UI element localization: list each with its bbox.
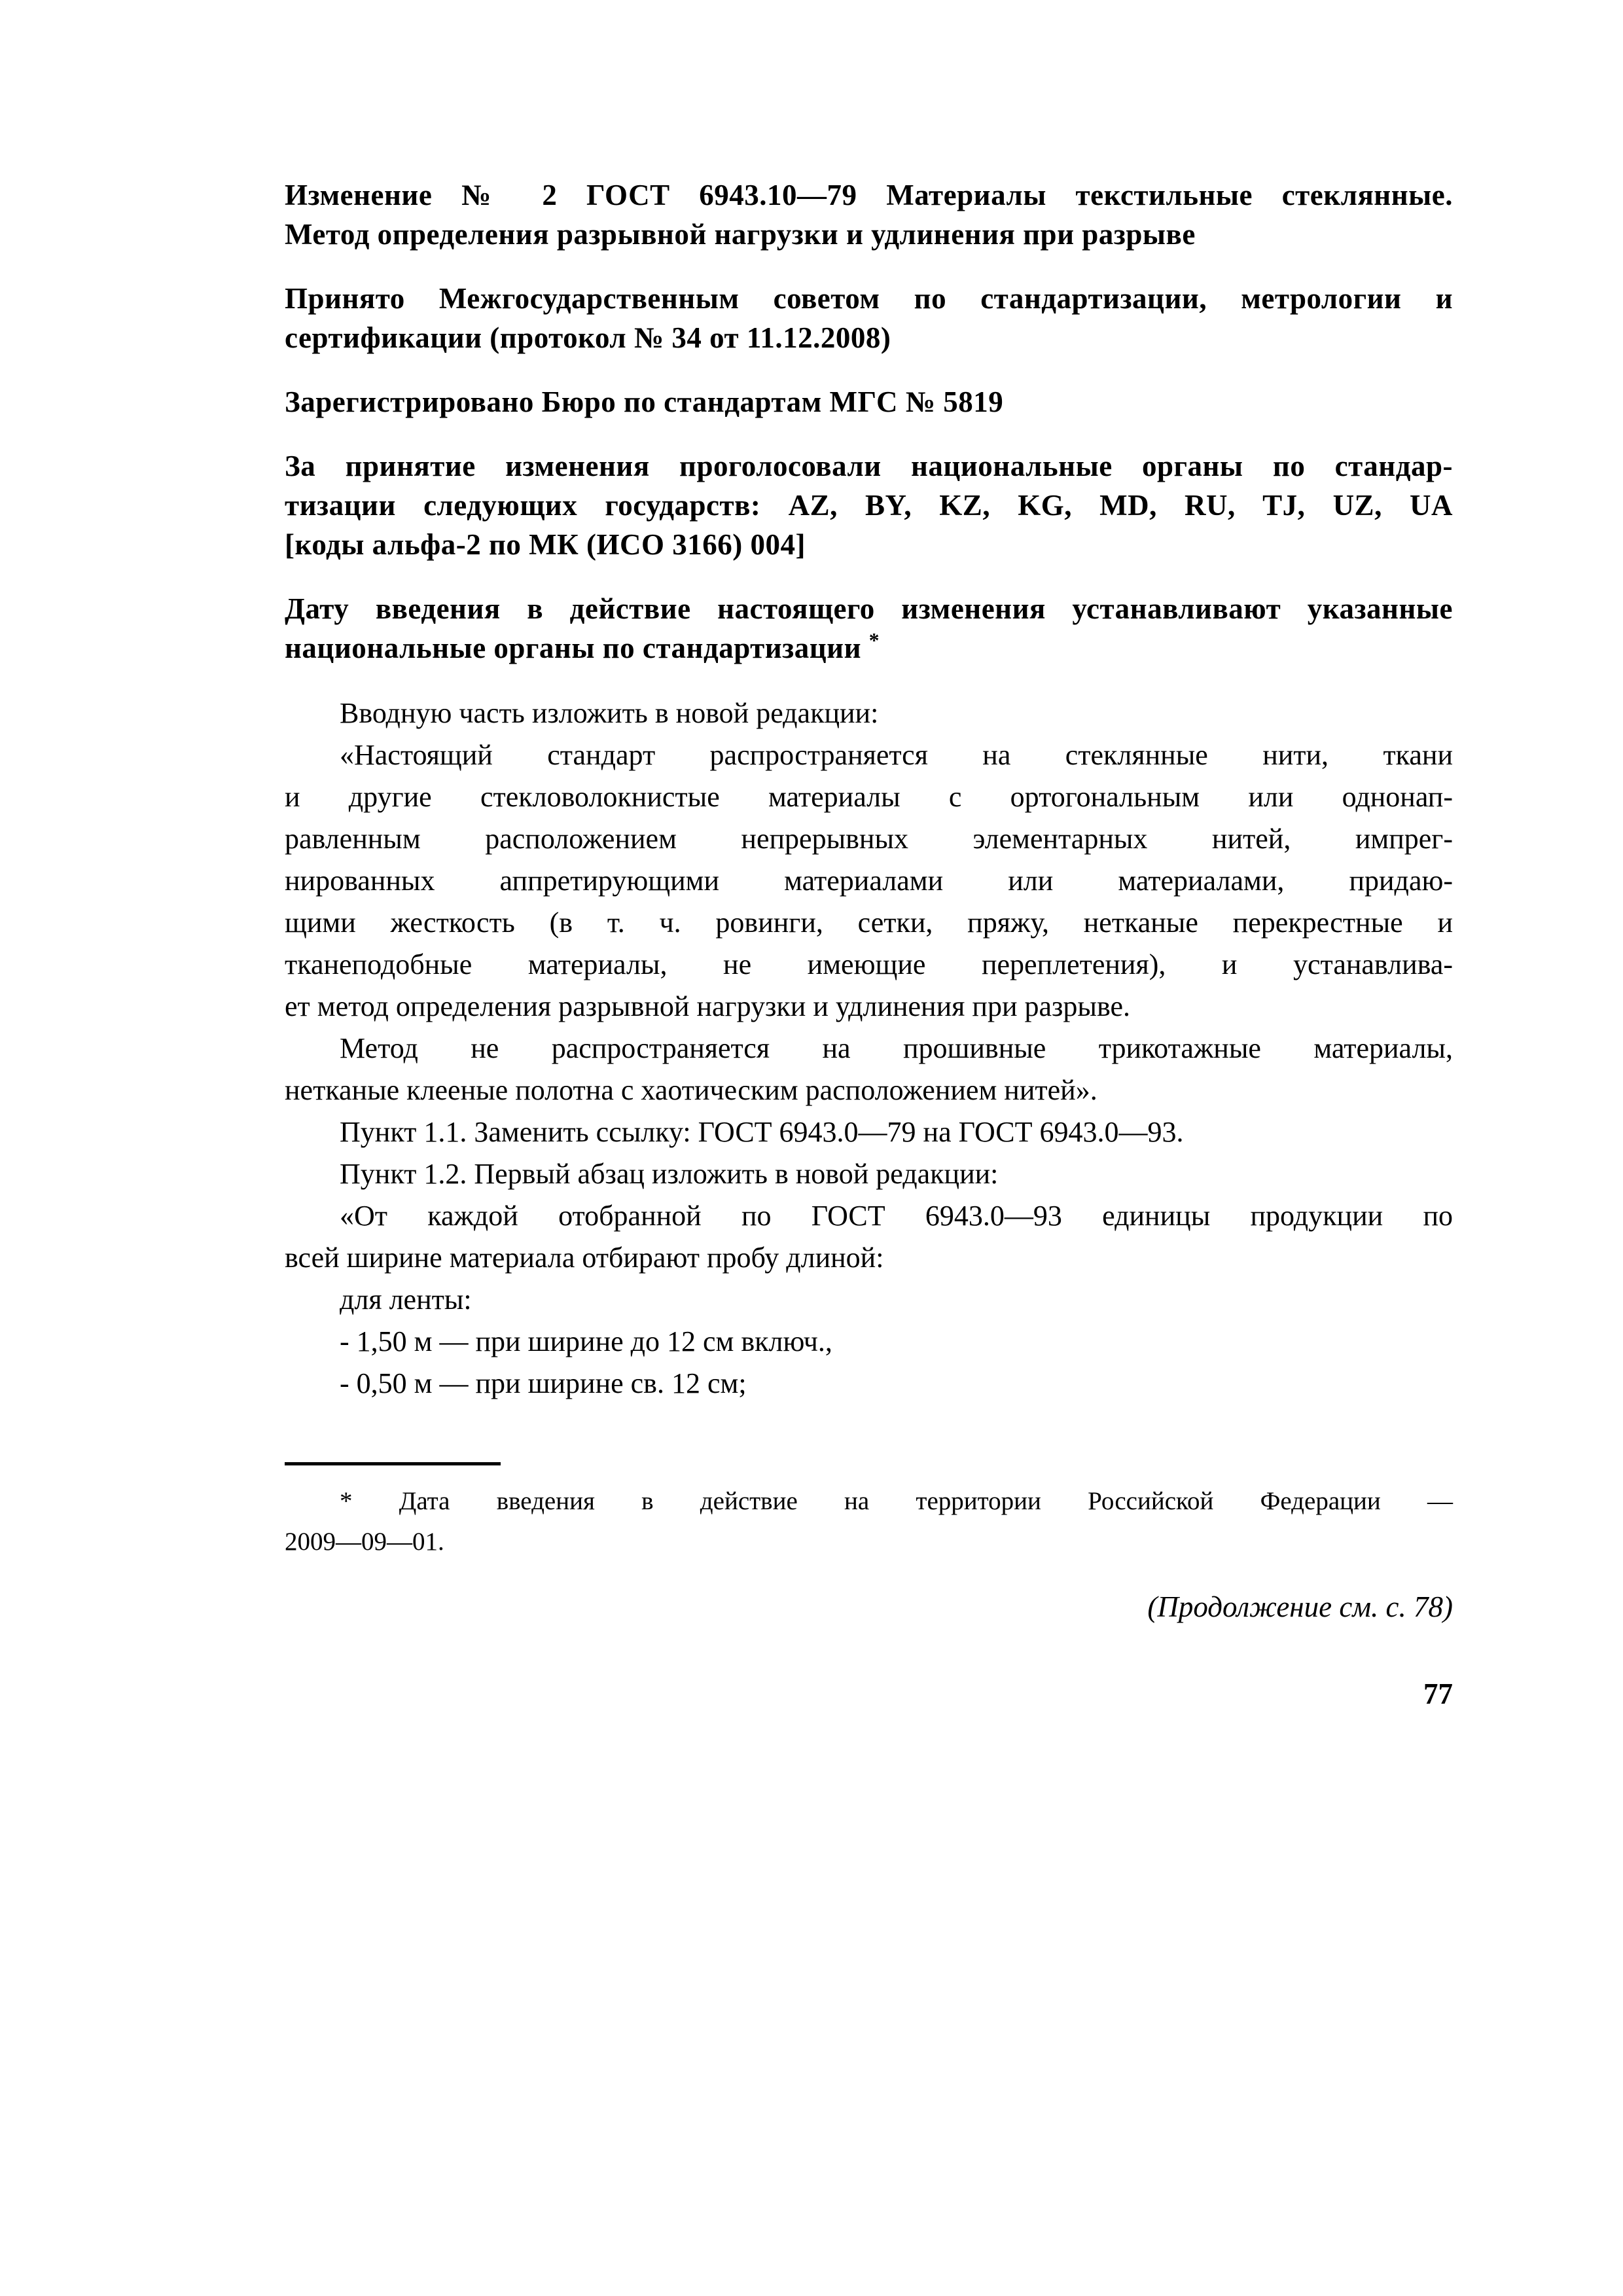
text-line: нированных аппретирующими материалами или материалами, придаю- bbox=[285, 865, 1453, 897]
text-line: Пункт 1.2. Первый абзац изложить в новой редакции: bbox=[340, 1158, 999, 1190]
text-line: Зарегистрировано Бюро по стандартам МГС № 5819 bbox=[285, 386, 1004, 418]
amendment-title bbox=[285, 175, 1453, 254]
body-text bbox=[285, 692, 1453, 1405]
body-paragraph-item-1-1 bbox=[285, 1111, 1453, 1153]
document-content bbox=[285, 175, 1453, 1710]
text-line: - 1,50 м — при ширине до 12 см включ., bbox=[340, 1325, 832, 1357]
text-line: тканеподобные материалы, не имеющие переплетения), и устанавлива- bbox=[285, 948, 1453, 980]
text-line: Метод не распространяется на прошивные трикотажные материалы, bbox=[340, 1032, 1453, 1064]
body-paragraph-item-1-2 bbox=[285, 1153, 1453, 1195]
text-line: тизации следующих государств: AZ, BY, KZ, KG, MD, RU, TJ, UZ, UA bbox=[285, 489, 1453, 522]
text-line: За принятие изменения проголосовали национальные органы по стандар- bbox=[285, 450, 1453, 482]
text-line: [коды альфа-2 по МК (ИСО 3166) 004] bbox=[285, 528, 806, 561]
body-paragraph-exclusions bbox=[285, 1028, 1453, 1111]
text-line: Дату введения в действие настоящего изменения устанавливают указанные bbox=[285, 592, 1453, 625]
body-paragraph-tape-length-1 bbox=[285, 1321, 1453, 1363]
text-line: ет метод определения разрывной нагрузки и удлинения при разрыве. bbox=[285, 990, 1131, 1022]
body-paragraph-scope bbox=[285, 734, 1453, 1028]
text-line: нетканые клееные полотна с хаотическим расположением нитей». bbox=[285, 1074, 1097, 1106]
text-line: Принято Межгосударственным советом по стандартизации, метрологии и bbox=[285, 282, 1453, 315]
text-line: щими жесткость (в т. ч. ровинги, сетки, пряжу, нетканые перекрестные и bbox=[285, 906, 1453, 939]
text-line: сертификации (протокол № 34 от 11.12.2008) bbox=[285, 321, 891, 354]
page-number: 77 bbox=[1423, 1677, 1453, 1710]
text-line: Пункт 1.1. Заменить ссылку: ГОСТ 6943.0—79 на ГОСТ 6943.0—93. bbox=[340, 1116, 1184, 1148]
text-line: «От каждой отобранной по ГОСТ 6943.0—93 единицы продукции по bbox=[340, 1200, 1453, 1232]
text-line: равленным расположением непрерывных элементарных нитей, импрег- bbox=[285, 823, 1453, 855]
footnote-divider bbox=[285, 1462, 501, 1465]
voting-paragraph bbox=[285, 446, 1453, 564]
effective-date-paragraph bbox=[285, 589, 1453, 668]
footnote-marker: * bbox=[868, 629, 880, 652]
text-line: Метод определения разрывной нагрузки и удлинения при разрыве bbox=[285, 218, 1196, 251]
text-line: - 0,50 м — при ширине св. 12 см; bbox=[340, 1367, 747, 1399]
text-line: Вводную часть изложить в новой редакции: bbox=[340, 697, 879, 729]
text-line: национальные органы по стандартизации * bbox=[285, 629, 880, 664]
body-paragraph-tape-length-2 bbox=[285, 1363, 1453, 1405]
text-line: * Дата введения в действие на территории Российской Федерации — bbox=[340, 1487, 1453, 1515]
registration-paragraph bbox=[285, 382, 1453, 422]
text-line: «Настоящий стандарт распространяется на стеклянные нити, ткани bbox=[340, 739, 1453, 771]
text-line: Изменение № 2 ГОСТ 6943.10—79 Материалы текстильные стеклянные. bbox=[285, 179, 1453, 211]
body-paragraph-tape-label bbox=[285, 1279, 1453, 1321]
text-line: и другие стекловолокнистые материалы с ортогональным или однонап- bbox=[285, 781, 1453, 813]
text-line: 2009—09—01. bbox=[285, 1528, 444, 1556]
body-paragraph-intro-edit bbox=[285, 692, 1453, 734]
text-line: для ленты: bbox=[340, 1283, 472, 1316]
continuation-note: (Продолжение см. с. 78) bbox=[1147, 1590, 1453, 1623]
text-line: всей ширине материала отбирают пробу длиной: bbox=[285, 1242, 884, 1274]
footnote bbox=[285, 1481, 1453, 1562]
adoption-paragraph bbox=[285, 279, 1453, 357]
body-paragraph-sampling bbox=[285, 1195, 1453, 1279]
